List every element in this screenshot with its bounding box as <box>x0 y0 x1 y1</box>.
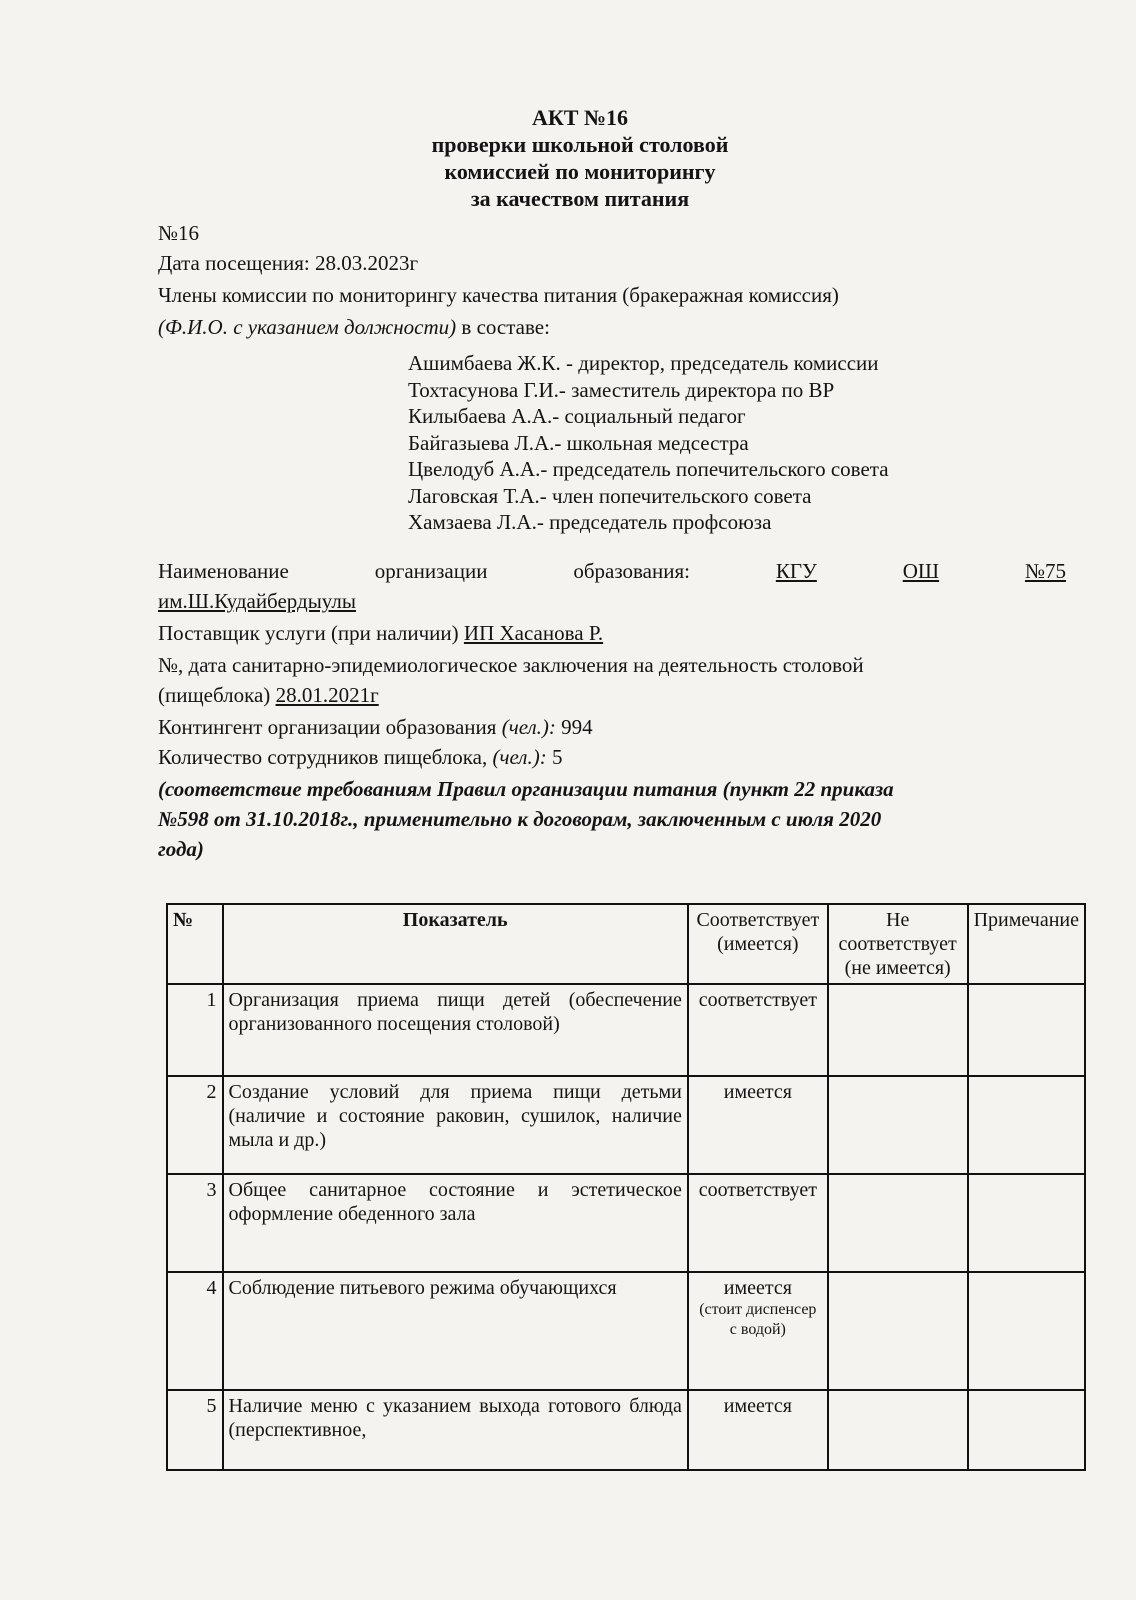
table-row <box>167 984 1085 1076</box>
header-indicator: Показатель <box>223 904 688 984</box>
member-2: Тохтасунова Г.И.- заместитель директора по ВР <box>408 377 835 402</box>
supplier-line <box>158 620 603 646</box>
commission-suffix: в составе: <box>456 315 550 339</box>
row-complies: соответствует <box>688 1174 828 1272</box>
header-num: № <box>167 904 223 984</box>
row-note <box>968 1174 1085 1272</box>
row-complies-note: (стоит диспенсер с водой) <box>699 1301 817 1338</box>
row-num: 5 <box>167 1390 223 1470</box>
row-num: 1 <box>167 984 223 1076</box>
member-6: Лаговская Т.А.- член попечительского совета <box>408 483 812 508</box>
row-indicator: Организация приема пищи детей (обеспечение организованного посещения столовой) <box>223 984 688 1076</box>
row-not-complies <box>828 1174 968 1272</box>
row-indicator: Общее санитарное состояние и эстетическое оформление обеденного зала <box>223 1174 688 1272</box>
table-row <box>167 1390 1085 1470</box>
row-note <box>968 1272 1085 1390</box>
org-word-6: №75 <box>1024 559 1066 583</box>
member-1: Ашимбаева Ж.К. - директор, председатель комиссии <box>408 351 879 375</box>
staff-unit: (чел.): <box>492 745 547 769</box>
act-number: №16 <box>158 221 200 245</box>
member-3: Килыбаева А.А.- социальный педагог <box>408 404 746 428</box>
org-word-4: КГУ <box>775 559 817 583</box>
contingent-unit: (чел.): <box>501 715 556 739</box>
row-note <box>968 1076 1085 1174</box>
org-word-1: Наименование <box>158 559 289 583</box>
visit-date: Дата посещения: 28.03.2023г <box>158 251 419 275</box>
organization-line <box>158 558 1066 584</box>
compliance-note-3: года) <box>158 837 204 861</box>
row-not-complies <box>828 1076 968 1174</box>
supplier-value: ИП Хасанова Р. <box>463 621 604 645</box>
member-5: Цвелодуб А.А.- председатель попечительского совета <box>408 457 889 481</box>
row-note <box>968 984 1085 1076</box>
org-word-3: образования: <box>573 559 690 583</box>
sanitary-label: (пищеблока) <box>158 683 276 707</box>
row-complies: соответствует <box>688 984 828 1076</box>
contingent-line <box>158 714 593 740</box>
row-complies-cell <box>688 1272 828 1390</box>
sanitary-line-2 <box>158 682 379 708</box>
title-line-3: комиссией по мониторингу <box>444 159 716 184</box>
row-num: 2 <box>167 1076 223 1174</box>
row-not-complies <box>828 984 968 1076</box>
header-not-complies: Не соответствует (не имеется) <box>828 904 968 984</box>
table-row <box>167 1174 1085 1272</box>
staff-value: 5 <box>546 745 563 769</box>
row-indicator: Создание условий для приема пищи детьми (наличие и состояние раковин, сушилок, наличие мыла и др.) <box>223 1076 688 1174</box>
document-title <box>300 104 860 212</box>
contingent-value: 994 <box>555 715 593 739</box>
staff-label: Количество сотрудников пищеблока, <box>158 745 493 769</box>
sanitary-line-1: №, дата санитарно-эпидемиологическое заключения на деятельность столовой <box>158 653 864 677</box>
table-row <box>167 1272 1085 1390</box>
compliance-note-2: №598 от 31.10.2018г., применительно к договорам, заключенным с июля 2020 <box>158 807 882 831</box>
commission-label: Члены комиссии по мониторингу качества питания (бракеражная комиссия) <box>158 283 839 307</box>
row-indicator: Наличие меню с указанием выхода готового блюда (перспективное, <box>223 1390 688 1470</box>
row-note <box>968 1390 1085 1470</box>
contingent-label: Контингент организации образования <box>158 715 502 739</box>
org-word-5: ОШ <box>902 559 940 583</box>
title-line-2: проверки школьной столовой <box>431 132 729 157</box>
row-num: 3 <box>167 1174 223 1272</box>
title-line-4: за качеством питания <box>470 186 690 211</box>
supplier-label: Поставщик услуги (при наличии) <box>158 621 464 645</box>
sanitary-date: 28.01.2021г <box>275 683 379 707</box>
row-num: 4 <box>167 1272 223 1390</box>
row-complies: имеется <box>688 1390 828 1470</box>
row-complies: имеется <box>723 1277 792 1299</box>
commission-members <box>408 350 889 536</box>
row-indicator: Соблюдение питьевого режима обучающихся <box>223 1272 688 1390</box>
member-7: Хамзаева Л.А.- председатель профсоюза <box>408 510 772 534</box>
organization-name: им.Ш.Кудайбердыулы <box>158 589 356 613</box>
org-word-2: организации <box>374 559 488 583</box>
row-not-complies <box>828 1390 968 1470</box>
title-line-1: АКТ №16 <box>531 105 629 130</box>
row-complies: имеется <box>688 1076 828 1174</box>
inspection-table <box>166 903 1086 1471</box>
staff-line <box>158 744 562 770</box>
commission-note: (Ф.И.О. с указанием должности) <box>158 315 457 339</box>
table-header-row <box>167 904 1085 984</box>
row-not-complies <box>828 1272 968 1390</box>
commission-note-line <box>158 314 550 340</box>
table-row <box>167 1076 1085 1174</box>
member-4: Байгазыева Л.А.- школьная медсестра <box>408 430 749 455</box>
compliance-note-1: (соответствие требованиям Правил организации питания (пункт 22 приказа <box>158 777 894 801</box>
header-note: Примечание <box>968 904 1085 984</box>
header-complies: Соответствует (имеется) <box>688 904 828 984</box>
